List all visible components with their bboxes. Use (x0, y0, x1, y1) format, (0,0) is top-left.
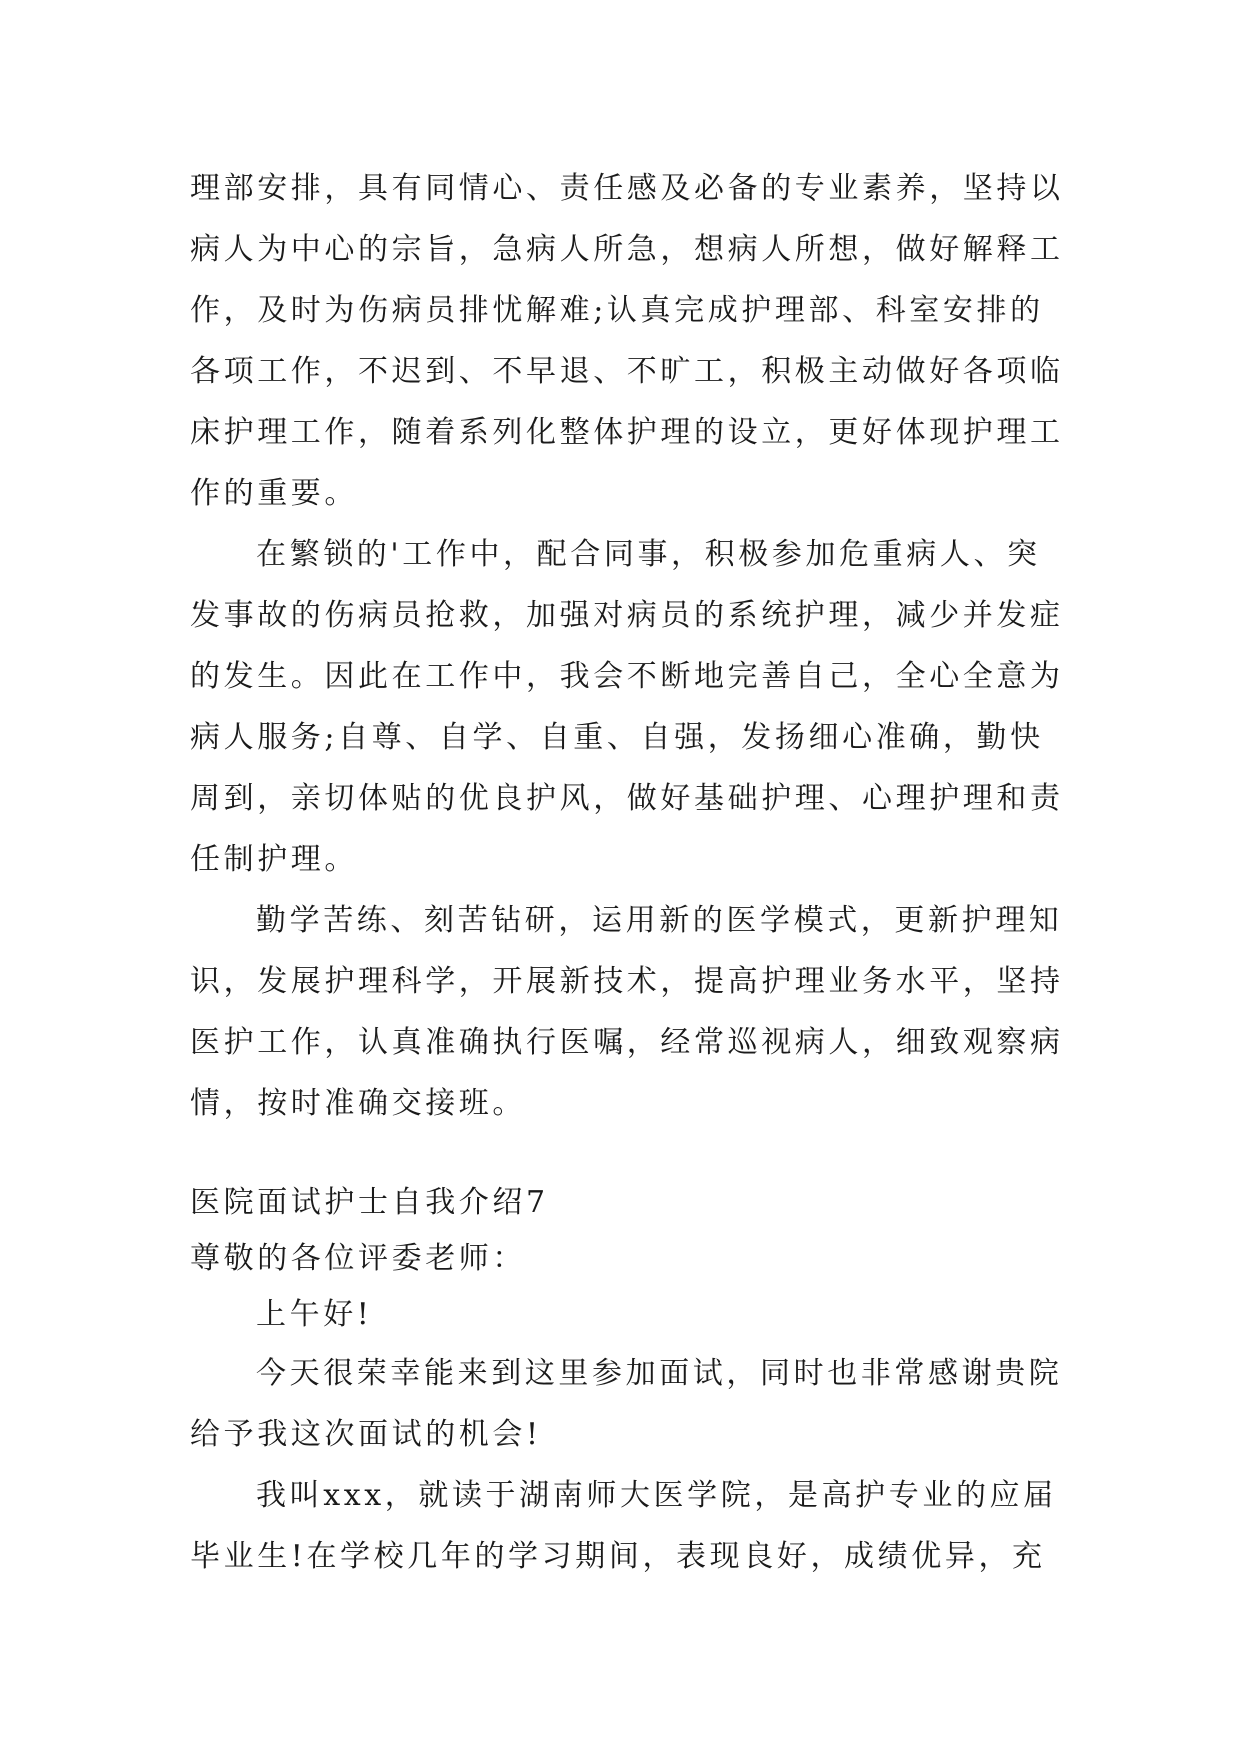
text-line: 医护工作，认真准确执行医嘱，经常巡视病人，细致观察病 (190, 1025, 1064, 1060)
text-line: 各项工作，不迟到、不早退、不旷工，积极主动做好各项临 (190, 354, 1064, 389)
text-line: 在繁锁的'工作中，配合同事，积极参加危重病人、突 (256, 537, 1041, 572)
text-line: 今天很荣幸能来到这里参加面试，同时也非常感谢贵院 (256, 1356, 1063, 1391)
text-line: 任制护理。 (190, 842, 358, 877)
text-line: 床护理工作，随着系列化整体护理的设立，更好体现护理工 (190, 415, 1064, 450)
paragraph-1 (190, 158, 1064, 524)
text-line: 理部安排，具有同情心、责任感及必备的专业素养，坚持以 (190, 171, 1064, 206)
text-line: 病人服务;自尊、自学、自重、自强，发扬细心准确，勤快 (190, 720, 1044, 755)
text-line: 勤学苦练、刻苦钻研，运用新的医学模式，更新护理知 (256, 903, 1063, 938)
text-line: 病人为中心的宗旨，急病人所急，想病人所想，做好解释工 (190, 232, 1064, 267)
greeting: 上午好! (256, 1297, 373, 1332)
text-line: 作的重要。 (190, 476, 358, 511)
text-line: 的发生。因此在工作中，我会不断地完善自己，全心全意为 (190, 659, 1064, 694)
text-line: 作，及时为伤病员排忧解难;认真完成护理部、科室安排的 (190, 293, 1044, 328)
document-body (190, 158, 1064, 1587)
text-line: 发事故的伤病员抢救，加强对病员的系统护理，减少并发症 (190, 598, 1064, 633)
salutation: 尊敬的各位评委老师： (190, 1241, 526, 1276)
text-line: 给予我这次面试的机会! (190, 1417, 542, 1452)
text-line: 周到，亲切体贴的优良护风，做好基础护理、心理护理和责 (190, 781, 1064, 816)
paragraph-5 (190, 1465, 1057, 1587)
paragraph-3 (190, 890, 1064, 1134)
text-line: 毕业生!在学校几年的学习期间，表现良好，成绩优异，充 (190, 1539, 1046, 1574)
text-line: 识，发展护理科学，开展新技术，提高护理业务水平，坚持 (190, 964, 1064, 999)
text-line: 我叫xxx，就读于湖南师大医学院，是高护专业的应届 (256, 1478, 1057, 1513)
section-spacer (190, 1134, 1050, 1175)
paragraph-4 (190, 1343, 1063, 1465)
section-title: 医院面试护士自我介绍7 (190, 1185, 549, 1220)
paragraph-2 (190, 524, 1064, 890)
text-line: 情，按时准确交接班。 (190, 1086, 526, 1121)
